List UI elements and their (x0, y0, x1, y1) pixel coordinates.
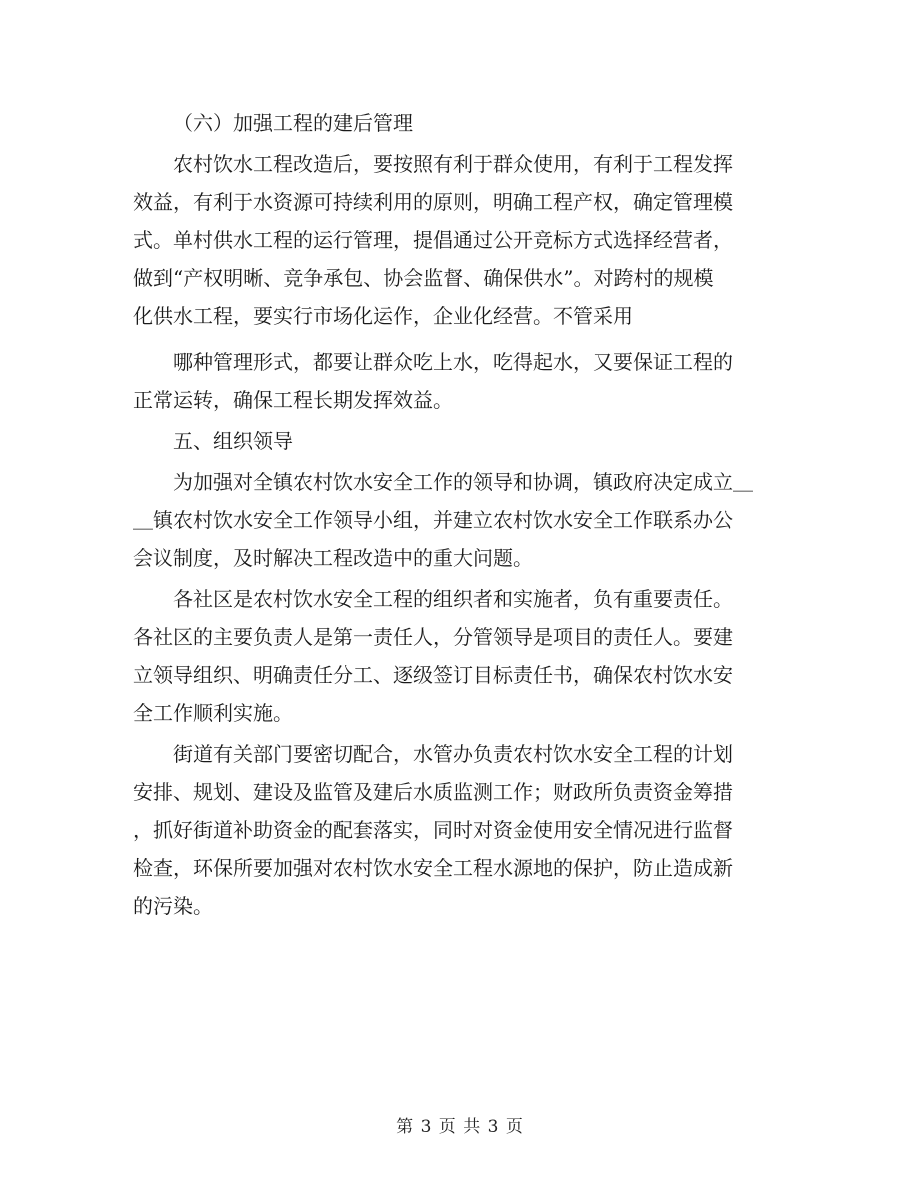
heading-line: 五、组织领导 (173, 429, 293, 453)
paragraph-line: 式。单村供水工程的运行管理，提倡通过公开竞标方式选择经营者， (133, 228, 733, 252)
paragraph-management (133, 145, 783, 335)
heading-line: （六）加强工程的建后管理 (173, 111, 413, 135)
paragraph-communities (133, 580, 783, 732)
section-heading-5 (133, 422, 783, 460)
paragraph-departments (133, 735, 783, 925)
paragraph-leadership-group (133, 463, 783, 577)
paragraph-line: 街道有关部门要密切配合，水管办负责农村饮水安全工程的计划 (173, 742, 733, 766)
paragraph-line: 效益，有利于水资源可持续利用的原则，明确工程产权，确定管理模 (133, 190, 733, 214)
paragraph-line: 会议制度，及时解决工程改造中的重大问题。 (133, 546, 533, 570)
paragraph-line: 的污染。 (133, 894, 213, 918)
paragraph-line: 做到“产权明晰、竞争承包、协会监督、确保供水”。对跨村的规模 (133, 266, 714, 290)
page-number-footer: 第 3 页 共 3 页 (396, 1117, 524, 1137)
paragraph-management-cont (133, 343, 783, 419)
paragraph-line: 各社区是农村饮水安全工程的组织者和实施者，负有重要责任。 (173, 587, 733, 611)
paragraph-line: ，抓好街道补助资金的配套落实，同时对资金使用安全情况进行监督 (133, 818, 733, 842)
paragraph-line: 化供水工程，要实行市场化运作，企业化经营。不管采用 (133, 304, 633, 328)
paragraph-line: 各社区的主要负责人是第一责任人，分管领导是项目的责任人。要建 (133, 625, 733, 649)
paragraph-line: 检查，环保所要加强对农村饮水安全工程水源地的保护，防止造成新 (133, 856, 733, 880)
paragraph-line: 全工作顺利实施。 (133, 701, 293, 725)
paragraph-line: 立领导组织、明确责任分工、逐级签订目标责任书，确保农村饮水安 (133, 663, 733, 687)
paragraph-line: 正常运转，确保工程长期发挥效益。 (133, 388, 453, 412)
paragraph-line: 农村饮水工程改造后，要按照有利于群众使用，有利于工程发挥 (173, 152, 733, 176)
paragraph-line: 安排、规划、建设及监管及建后水质监测工作；财政所负责资金筹措 (133, 780, 733, 804)
paragraph-line: 哪种管理形式，都要让群众吃上水，吃得起水，又要保证工程的 (173, 350, 733, 374)
paragraph-line: 为加强对全镇农村饮水安全工作的领导和协调，镇政府决定成立＿ (173, 470, 753, 494)
section-heading-6 (133, 104, 783, 142)
paragraph-line: ＿镇农村饮水安全工作领导小组，并建立农村饮水安全工作联系办公 (133, 508, 733, 532)
document-body (133, 104, 783, 925)
